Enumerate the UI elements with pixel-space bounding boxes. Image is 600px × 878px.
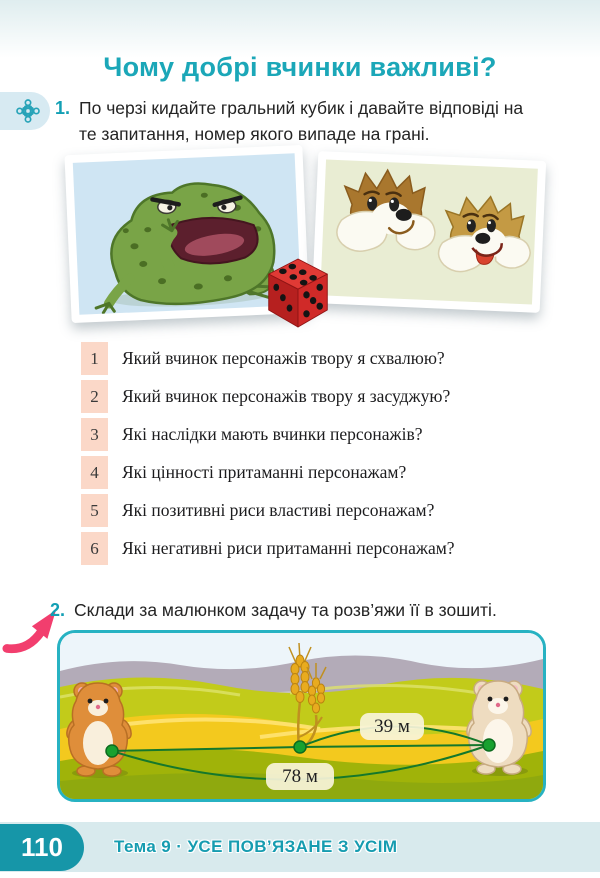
question-number: 3 bbox=[81, 418, 108, 451]
group-work-icon bbox=[13, 96, 43, 126]
question-row bbox=[81, 380, 556, 413]
question-text: Який вчинок персонажів твору я схвалюю? bbox=[122, 348, 445, 368]
photo-card-puppies bbox=[312, 151, 546, 313]
question-row bbox=[81, 494, 556, 527]
page-title: Чому добрі вчинки важливі? bbox=[103, 52, 497, 83]
question-text: Які позитивні риси властиві персонажам? bbox=[122, 500, 435, 520]
task2 bbox=[50, 597, 580, 623]
task1 bbox=[55, 95, 560, 147]
puppies-illustration bbox=[320, 159, 538, 304]
task2-text: Склади за малюнком задачу та розв’яжи її в зошиті. bbox=[74, 600, 497, 620]
page-number-badge: 110 bbox=[0, 824, 84, 871]
questions-list bbox=[81, 342, 556, 570]
question-text: Які негативні риси притаманні персонажам? bbox=[122, 538, 455, 558]
dice-icon bbox=[264, 256, 332, 330]
question-number: 5 bbox=[81, 494, 108, 527]
question-text: Який вчинок персонажів твору я засуджую? bbox=[122, 386, 451, 406]
scene-illustration bbox=[60, 633, 543, 799]
distance-label-78 bbox=[266, 763, 334, 790]
question-number: 1 bbox=[81, 342, 108, 375]
question-row bbox=[81, 456, 556, 489]
question-text: Які наслідки мають вчинки персонажів? bbox=[122, 424, 423, 444]
question-row bbox=[81, 532, 556, 565]
page-top-gradient bbox=[0, 0, 600, 58]
task1-side-band bbox=[0, 92, 50, 130]
svg-text:78 м: 78 м bbox=[282, 766, 318, 787]
svg-text:39 м: 39 м bbox=[374, 716, 410, 737]
distance-label-39 bbox=[360, 713, 424, 740]
question-number: 2 bbox=[81, 380, 108, 413]
task1-text: По черзі кидайте гральний кубик і давайте відповіді на те запитання, номер якого випаде на грані. bbox=[79, 98, 524, 144]
field-scene bbox=[57, 630, 546, 802]
task2-number: 2. bbox=[50, 600, 66, 620]
question-text: Які цінності притаманні персонажам? bbox=[122, 462, 407, 482]
question-row bbox=[81, 418, 556, 451]
task1-number: 1. bbox=[55, 98, 71, 118]
question-row bbox=[81, 342, 556, 375]
footer-topic: Тема 9 · УСЕ ПОВ’ЯЗАНЕ З УСІМ bbox=[114, 837, 398, 856]
question-number: 6 bbox=[81, 532, 108, 565]
question-number: 4 bbox=[81, 456, 108, 489]
photo-cards bbox=[60, 146, 545, 338]
